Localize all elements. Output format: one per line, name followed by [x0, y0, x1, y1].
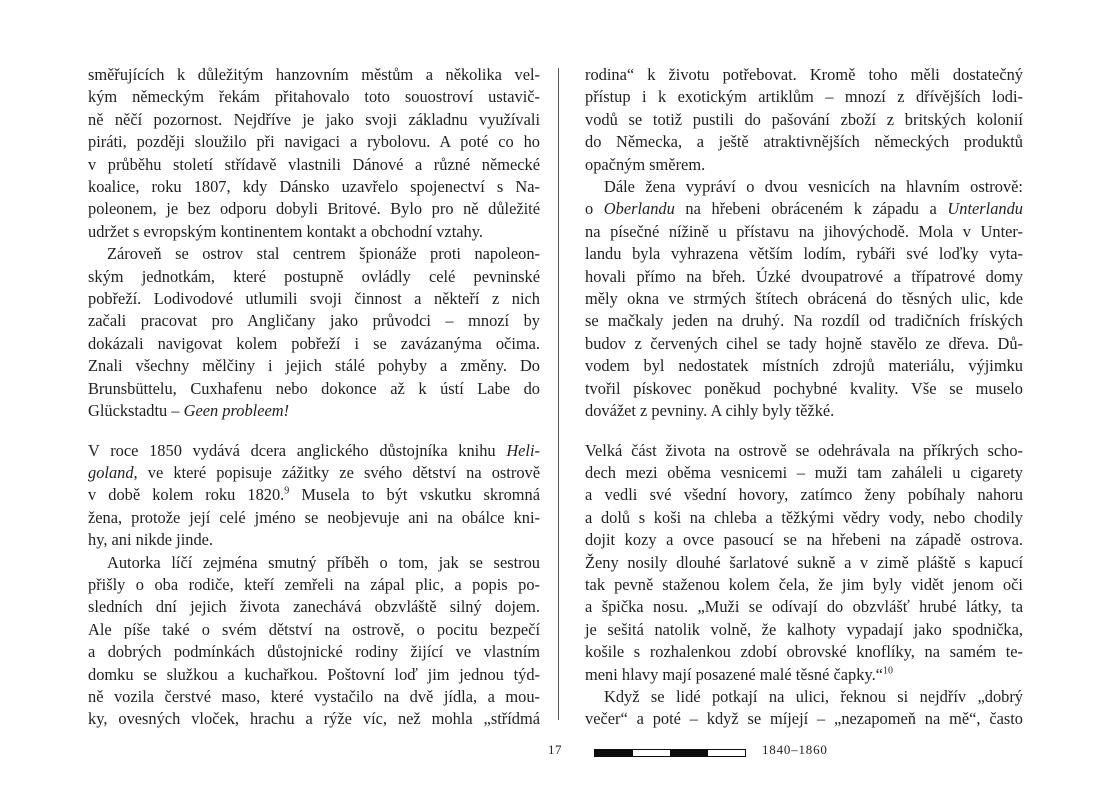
paragraph: [88, 64, 540, 243]
text-line: [585, 440, 1023, 462]
text-segment: Ženy nosily dlouhé šarlatové sukně a v zimě pláště s kapucí: [585, 552, 1023, 572]
text-line: [585, 484, 1023, 506]
text-segment: budov z červených cihel se tady hojně stavělo ze dřeva. Dů-: [585, 333, 1023, 353]
text-segment: a dolů s koši na chleba a těžkými vědry vody, nebo chodily: [585, 507, 1023, 527]
text-segment: směřujících k důležitým hanzovním městům a několika vel-: [88, 65, 540, 84]
text-line: [585, 198, 1023, 220]
text-segment: v průběhu století střídavě vlastnili Dánové a různé německé: [88, 154, 540, 174]
text-segment: ně vozila čerstvé maso, které vystačilo na dvě jídla, a mou-: [88, 686, 540, 706]
footnote-reference: 10: [882, 665, 893, 677]
text-segment: na hřebeni obráceném k západu a: [674, 199, 948, 219]
text-segment: dokázali navigovat kolem pobřeží i se zavázanýma očima.: [88, 333, 540, 353]
text-line: [585, 355, 1023, 377]
text-line: [585, 462, 1023, 484]
text-line: [88, 619, 540, 641]
text-segment: je sešitá natolik volně, že kalhoty vypadají jako spodnička,: [585, 619, 1023, 639]
text-line: [88, 484, 540, 506]
text-line: [88, 64, 540, 86]
text-line: [88, 198, 540, 220]
text-line: [585, 641, 1023, 663]
text-segment: dech mezi oběma vesnicemi – muži tam zaháleli u cigarety: [585, 462, 1023, 482]
text-line: [585, 596, 1023, 618]
text-segment: ky, ovesných vloček, hrachu a rýže víc, než mohla „střídmá: [88, 709, 540, 729]
text-segment: Zároveň se ostrov stal centrem špionáže proti napoleon-: [107, 244, 540, 264]
text-segment: tvořil pískovec poněkud pochybné kvality. Vše se muselo: [585, 378, 1023, 398]
text-segment: opačným směrem.: [585, 154, 706, 174]
text-line: [585, 266, 1023, 288]
text-line: [585, 333, 1023, 355]
text-segment: se mačkaly jeden na druhý. Na rozdíl od tradičních fríských: [585, 311, 1023, 331]
text-segment: Když se lidé potkají na ulici, řeknou si nejdřív „dobrý: [604, 686, 1023, 706]
text-segment: meni hlavy mají posazené malé těsné čapky.“: [585, 664, 883, 684]
text-segment: poleonem, je bez odporu dobyli Britové. Bylo pro ně důležité: [88, 199, 540, 219]
text-segment: a vedli své všední hovory, zatímco ženy pobíhaly nahoru: [585, 485, 1023, 505]
paragraph: [585, 176, 1023, 422]
text-segment: večer“ a poté – když se míjejí – „nezapomeň na mě“, často: [585, 709, 1023, 729]
text-line: [585, 221, 1023, 243]
text-segment: Ale píše také o svém dětství na ostrově, o pocitu bezpečí: [88, 619, 540, 639]
text-segment: začali pracovat pro Angličany jako průvodci – mnozí by: [88, 311, 540, 331]
text-line: [585, 131, 1023, 153]
paragraph: [88, 440, 540, 552]
text-line: [585, 400, 1023, 422]
paragraph: [88, 243, 540, 422]
text-line: [88, 131, 540, 153]
text-line: [88, 596, 540, 618]
text-line: [585, 378, 1023, 400]
scale-bar-segment-empty: [632, 750, 670, 756]
italic-text: Unterlandu: [947, 199, 1023, 219]
text-segment: Dále žena vypráví o dvou vesnicích na hlavním ostrově:: [604, 177, 1023, 197]
italic-text: Oberlandu: [603, 199, 675, 219]
text-line: [88, 221, 540, 243]
text-segment: Brunsbüttelu, Cuxhafenu nebo dokonce až k ústí Labe do: [88, 378, 540, 398]
text-line: [585, 243, 1023, 265]
page-number: 17: [548, 742, 562, 757]
text-line: [88, 641, 540, 663]
text-segment: , ve které popisuje zážitky ze svého dětství na ostrově: [133, 462, 540, 482]
text-line: [88, 109, 540, 131]
text-line: [585, 619, 1023, 641]
text-line: [585, 310, 1023, 332]
text-line: [88, 154, 540, 176]
footnote-reference: 9: [284, 485, 290, 497]
text-segment: přístup i k exotickým artiklům – mnozí z dřívějších lodi-: [585, 87, 1023, 107]
text-segment: hy, ani nikde jinde.: [88, 530, 214, 550]
text-line: [585, 507, 1023, 529]
italic-text: Geen probleem!: [183, 401, 290, 421]
italic-text: goland: [88, 462, 134, 482]
timeline-scale-bar: [594, 749, 746, 757]
text-segment: vodů se totiž pustili do pašování zboží z britských kolonií: [585, 109, 1023, 129]
text-segment: košile s rozhalenkou zdobí obrovské knoflíky, na samém te-: [585, 642, 1023, 662]
text-segment: udržet s evropským kontinentem kontakt a obchodní vztahy.: [88, 221, 483, 241]
text-segment: tak pevně staženou kolem čela, že jim byly vidět jenom oči: [585, 574, 1023, 594]
scale-bar-segment-empty: [707, 750, 745, 756]
text-line: [88, 310, 540, 332]
italic-text: Heli-: [506, 440, 540, 460]
paragraph: [88, 552, 540, 731]
text-line: [585, 574, 1023, 596]
text-segment: kým německým řekám přitahovalo toto souostroví ustavič-: [88, 87, 540, 107]
text-line: [585, 176, 1023, 198]
text-line: [88, 664, 540, 686]
text-column-left: [88, 64, 540, 731]
text-line: [88, 552, 540, 574]
text-segment: Musela to být vskutku skromná: [289, 485, 540, 505]
text-line: [585, 288, 1023, 310]
text-segment: Glückstadtu –: [88, 401, 184, 421]
text-segment: Autorka líčí zejména smutný příběh o tom, jak se sestrou: [107, 552, 540, 572]
date-range-label: 1840–1860: [762, 742, 828, 757]
text-segment: na písečné nížině u přístavu na jihovýchodě. Mola v Unter-: [585, 221, 1023, 241]
text-line: [585, 64, 1023, 86]
text-segment: rodina“ k životu potřebovat. Kromě toho měli dostatečný: [585, 65, 1023, 84]
text-line: [88, 355, 540, 377]
scale-bar-segment-filled: [670, 750, 708, 756]
text-segment: přišly o oba rodiče, kteří zemřeli na zápal plic, a popis po-: [88, 574, 540, 594]
text-segment: Znali všechny mělčiny i jejich stálé pohyby a změny. Do: [88, 356, 540, 376]
text-segment: ně něčí pozornost. Nejdříve je jako svoji základnu využívali: [88, 109, 540, 129]
text-segment: sledních dní jejich života zanechává obzvláště silný dojem.: [88, 597, 540, 617]
text-line: [585, 708, 1023, 730]
text-line: [585, 552, 1023, 574]
text-segment: koalice, roku 1807, kdy Dánsko uzavřelo spojenectví s Na-: [88, 177, 540, 197]
text-line: [88, 266, 540, 288]
text-line: [88, 333, 540, 355]
text-line: [88, 507, 540, 529]
text-line: [585, 109, 1023, 131]
text-line: [88, 462, 540, 484]
column-divider-rule: [558, 68, 559, 720]
text-segment: a dobrých podmínkách důstojnické rodiny žijící ve vlastním: [88, 642, 540, 662]
text-segment: pobřeží. Lodivodové utlumili svoji činnost a někteří z nich: [88, 289, 540, 309]
text-line: [585, 664, 1023, 686]
text-segment: piráti, později sloužilo při navigaci a rybolovu. A poté co ho: [88, 132, 540, 152]
text-segment: a špička nosu. „Muži se odívají do obzvlášť hrubé látky, ta: [585, 597, 1023, 617]
text-segment: ským jednotkám, které postupně ovládly celé pevninské: [88, 266, 540, 286]
text-segment: vodem byl nedostatek místních zdrojů materiálu, výjimku: [585, 356, 1023, 376]
text-line: [88, 86, 540, 108]
text-segment: o: [585, 199, 604, 219]
text-line: [88, 378, 540, 400]
paragraph: [585, 686, 1023, 731]
text-line: [585, 529, 1023, 551]
text-segment: žena, protože její celé jméno se neobjevuje ani na obálce kni-: [88, 507, 540, 527]
text-segment: hovali přímo na břeh. Úzké dvoupatrové a třípatrové domy: [585, 266, 1023, 286]
text-line: [88, 288, 540, 310]
text-segment: měly okna ve strmých štítech obrácená do těsných ulic, kde: [585, 289, 1023, 309]
text-line: [88, 440, 540, 462]
text-line: [88, 243, 540, 265]
text-line: [88, 708, 540, 730]
text-column-right: [585, 64, 1023, 731]
text-segment: dojit kozy a ovce pasoucí se na hřebeni na západě ostrova.: [585, 530, 1023, 550]
text-line: [88, 400, 540, 422]
text-line: [88, 176, 540, 198]
text-segment: domku se služkou a kuchařkou. Poštovní loď jim jednou týd-: [88, 664, 540, 684]
text-line: [88, 686, 540, 708]
text-line: [88, 529, 540, 551]
text-segment: dovážet z pevniny. A cihly byly těžké.: [585, 401, 835, 421]
text-segment: v době kolem roku 1820.: [88, 485, 285, 505]
text-line: [585, 86, 1023, 108]
text-line: [88, 574, 540, 596]
paragraph: [585, 440, 1023, 686]
paragraph: [585, 64, 1023, 176]
text-line: [585, 154, 1023, 176]
text-line: [585, 686, 1023, 708]
text-segment: landu byla vyhrazena větším lodím, rybáři své loďky vyta-: [585, 244, 1023, 264]
text-segment: V roce 1850 vydává dcera anglického důstojníka knihu: [88, 440, 507, 460]
text-segment: Velká část života na ostrově se odehrávala na příkrých scho-: [585, 440, 1023, 460]
text-segment: do Německa, a ještě atraktivnějších německých produktů: [585, 132, 1023, 152]
scale-bar-segment-filled: [595, 750, 632, 756]
